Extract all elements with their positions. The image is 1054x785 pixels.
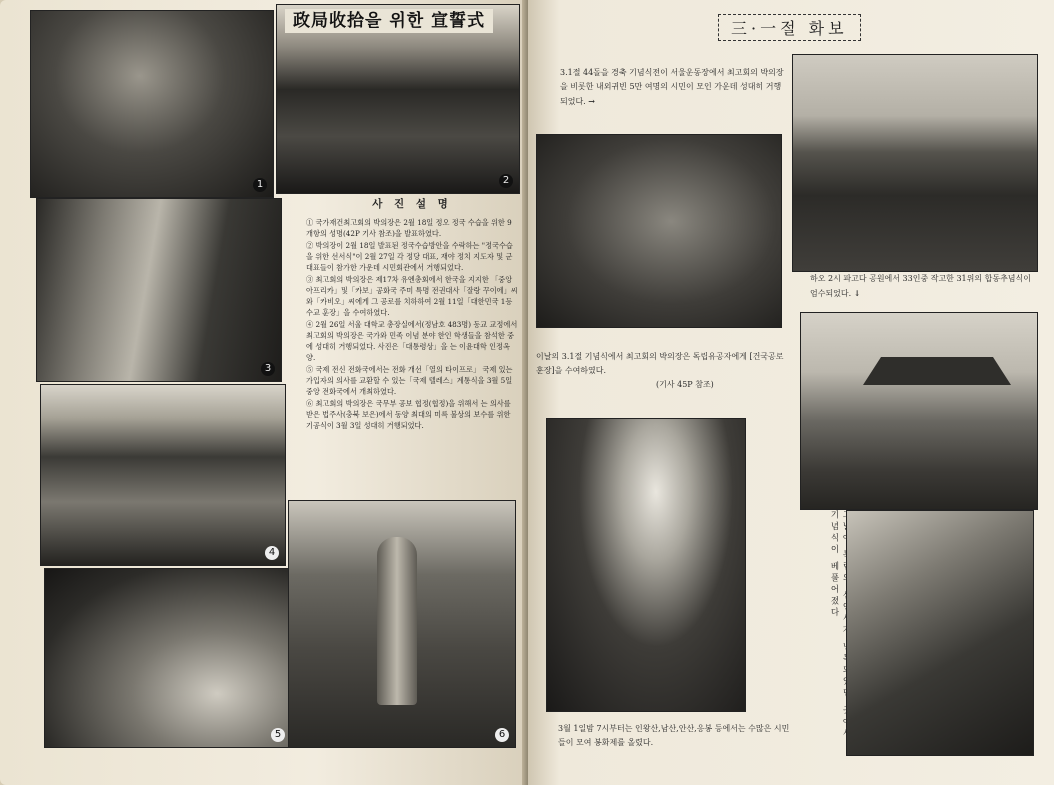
photo-number-6: 6: [495, 728, 509, 742]
text-independence-medal: [536, 350, 786, 392]
photo-declaration-reading: [846, 510, 1034, 756]
text-memorial-service: [810, 272, 1032, 301]
caption-title: 사 진 설 명: [372, 198, 452, 210]
ceremony-banner: 政局收拾을 위한 宣誓式: [285, 9, 493, 33]
left-page: [0, 0, 526, 785]
arrow-down-icon: ↓: [853, 288, 861, 298]
caption-item-5: ⑤ 국제 전신 전화국에서는 전화 개선「열의 타이프로」 국제 있는 가입자의 의사를 교환할 수 있는「국제 텔레스」계통식을 3월 5일 중앙 전화국에서 개최하였다.: [306, 365, 513, 396]
photo-number-3: 3: [261, 362, 275, 376]
text-memorial-body: 하오 2시 파고다 공원에서 33인중 작고한 31위의 합동추념식이 엄수되었다.: [810, 274, 1031, 298]
photo-number-4: 4: [265, 546, 279, 560]
section-title: 三·一절 화보: [718, 14, 861, 41]
photo-number-1: 1: [253, 178, 267, 192]
photo-stadium-crowd: [792, 54, 1038, 272]
vertical-caption: 기념식이 베풀어졌다: [829, 510, 839, 620]
text-anniversary-body: 3.1절 44돌을 경축 기념식전이 서울운동장에서 최고회의 박의장을 비롯한 내외귀빈 5만 여명의 시민이 모인 가운데 성대히 거행되었다.: [560, 68, 784, 106]
photo-captions: [306, 196, 518, 432]
text-anniversary-ceremony: [560, 66, 784, 109]
caption-item-2: ② 박의장이 2월 18일 발표된 정국수습방안을 수락하는 "정국수습을 위한 선서식"이 2월 27일 각 정당 대표, 재야 정치 지도자 및 군 대표들이 참가한 가운데 시민회관에서 거행되었다.: [306, 241, 513, 272]
photo-bonfire-night: [546, 418, 746, 712]
arrow-right-icon: →: [588, 96, 595, 106]
photo-number-2: 2: [499, 174, 513, 188]
text-independence-body: 이날의 3.1절 기념식에서 최고회의 박의장은 독립유공자에게 [건국공로훈장]을 수여하였다.: [536, 352, 784, 375]
caption-item-3: ③ 최고회의 박의장은 제17차 유엔총회에서 한국을 지지한 「중앙 아프리카」및「카보」공화국 주미 특명 전권대사「잘랑 꾸이에」씨와「카비오」씨에게 그 공로를 치하하여 2월 11일「대한민국 1등 수교 훈장」을 수여하였다.: [306, 275, 518, 317]
photo-6-buddha-statue: [288, 500, 516, 748]
photo-2-pledge-ceremony: [276, 4, 520, 194]
photo-pagoda-park: [800, 312, 1038, 510]
article-reference: (기사 45P 참조): [656, 380, 714, 389]
photo-3-medal-award: [36, 198, 282, 382]
pagoda-roof-shape: [863, 357, 1011, 385]
right-page: [528, 0, 1054, 785]
caption-item-6: ⑥ 최고회의 박의장은 국무부 공보 협정(협정)을 위해서 는 의사를 받은 법주사(충북 보은)에서 동양 최대의 미륵 불상의 보수를 위한 기공식이 3월 3일 성대히 거행되었다.: [306, 399, 511, 430]
photo-1-podium-speech: [30, 10, 274, 198]
text-bonfire: 3월 1일밤 7시부터는 인왕산,남산,안산,응봉 등에서는 수많은 시민들이 모여 봉화제를 올렸다.: [558, 724, 790, 747]
caption-item-4: ④ 2월 26일 서울 대학교 총장실에서(정남호 483명) 동교 교정에서 최고회의 박의장은 국가와 민족 이념 분야 한인 학생들을 참석한 중에 성대히 거행되었다. 사진은「대통령상」을 는 이윤대학 인정옥양.: [306, 320, 518, 362]
photo-4-graduation: [40, 384, 286, 566]
statue-shape: [377, 537, 417, 705]
caption-item-1: ① 국가재건최고회의 박의장은 2월 18일 정오 정국 수습을 위한 9개항의 성명(42P 기사 참조)을 발표하였다.: [306, 218, 512, 238]
photo-medal-presentation: [536, 134, 782, 328]
photo-5-telex-office: [44, 568, 292, 748]
photo-number-5: 5: [271, 728, 285, 742]
